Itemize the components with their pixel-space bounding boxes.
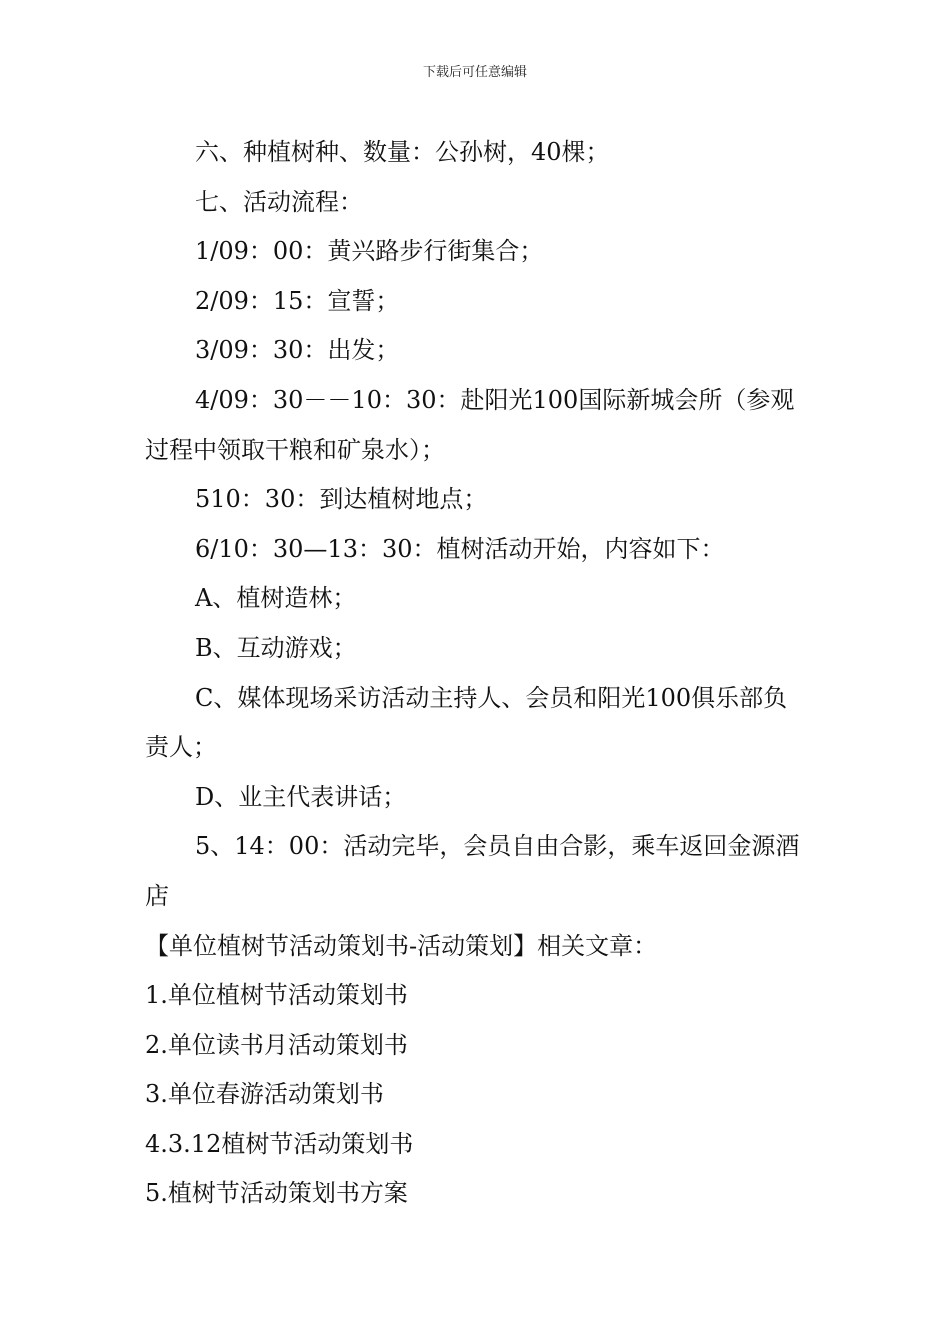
related-article-5: 5.植树节活动策划书方案 (145, 1179, 408, 1208)
paragraph-step-5: 510：30：到达植树地点； (195, 485, 488, 514)
paragraph-step-2: 2/09：15：宣誓； (195, 286, 400, 315)
page-header: 下载后可任意编辑 (422, 65, 527, 80)
related-article-3: 3.单位春游活动策划书 (145, 1080, 384, 1109)
paragraph-step-6: 6/10：30—13：30：植树活动开始，内容如下： (195, 534, 725, 563)
paragraph-item-d: D、业主代表讲话； (195, 782, 407, 811)
paragraph-tree-species: 六、种植树种、数量：公孙树，40棵； (195, 138, 610, 166)
paragraph-item-b: B、互动游戏； (195, 633, 357, 662)
related-article-4: 4.3.12植树节活动策划书 (145, 1129, 414, 1158)
paragraph-step-1: 1/09：00：黄兴路步行街集合； (195, 237, 544, 266)
related-articles-heading: 【单位植树节活动策划书-活动策划】相关文章： (145, 931, 658, 960)
paragraph-item-c: C、媒体现场采访活动主持人、会员和阳光100俱乐部负责人； (145, 683, 788, 762)
related-article-2: 2.单位读书月活动策划书 (145, 1030, 408, 1059)
paragraph-activity-end: 5、14：00：活动完毕，会员自由合影，乘车返回金源酒店 (145, 832, 800, 910)
related-article-1: 1.单位植树节活动策划书 (145, 981, 408, 1010)
paragraph-step-4: 4/09：30－－10：30：赴阳光100国际新城会所（参观过程中领取干粮和矿泉水）； (145, 385, 795, 464)
document-body (145, 128, 810, 1219)
paragraph-item-a: A、植树造林； (195, 584, 357, 613)
paragraph-activity-flow-heading: 七、活动流程： (195, 187, 363, 216)
paragraph-step-3: 3/09：30：出发； (195, 336, 400, 365)
